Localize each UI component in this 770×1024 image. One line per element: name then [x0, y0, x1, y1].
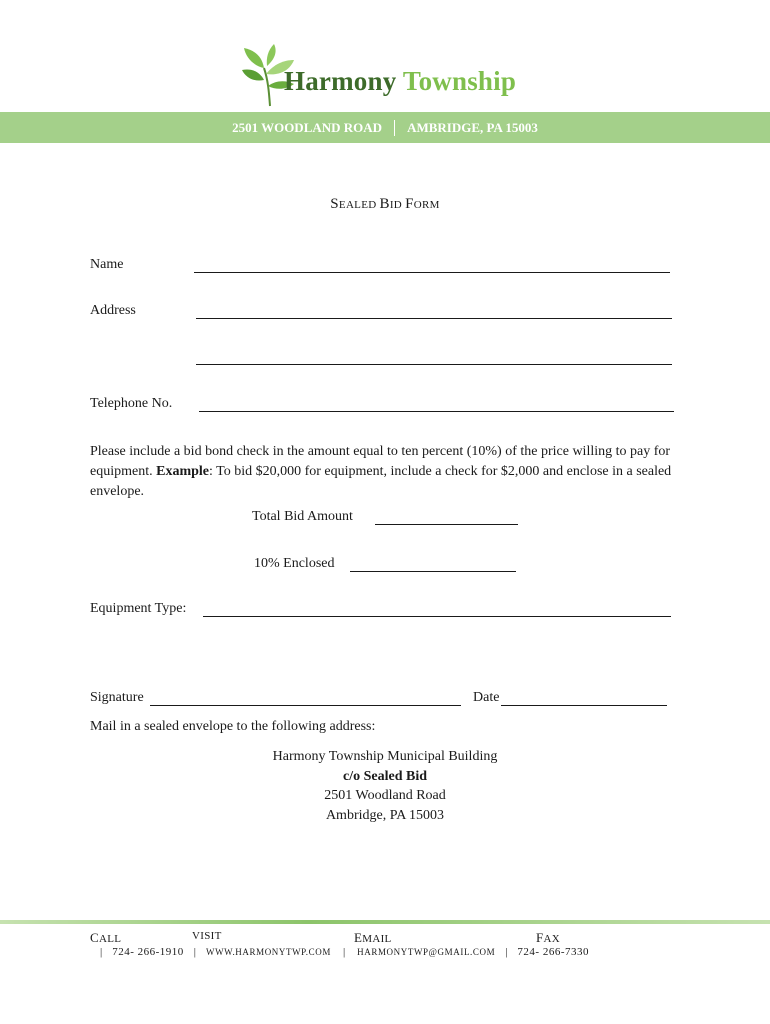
enclosed-label: 10% Enclosed	[254, 556, 335, 571]
mailing-address-line-3: 2501 Woodland Road	[324, 788, 446, 803]
instructions-example-label: Example	[156, 464, 209, 479]
footer-visit-heading: VISIT	[192, 930, 222, 942]
footer-separator: |	[505, 946, 508, 958]
footer-separator: |	[193, 946, 196, 958]
telephone-field[interactable]	[199, 411, 674, 412]
signature-field[interactable]	[150, 705, 461, 706]
instructions-text-1: Please include a bid bond check in the amount equal to ten percent (10%) of the price willing to pay for equipment.	[90, 444, 671, 479]
date-field[interactable]	[501, 705, 667, 706]
email-cap: E	[354, 930, 363, 945]
mailing-address-line-4: Ambridge, PA 15003	[325, 808, 445, 823]
mailing-address-line-2: c/o Sealed Bid	[342, 769, 427, 784]
address-field-line-1[interactable]	[196, 318, 672, 319]
footer-contact-row	[100, 946, 589, 958]
mail-instruction: Mail in a sealed envelope to the following address:	[90, 719, 376, 734]
title-rest-1: EALED	[338, 199, 380, 211]
address-label: Address	[90, 303, 136, 318]
address-field-line-2[interactable]	[196, 364, 672, 365]
banner-city: AMBRIDGE, PA 15003	[407, 119, 538, 135]
footer-email-link[interactable]: HARMONYTWP@GMAIL.COM	[357, 947, 496, 957]
fax-rest: AX	[543, 933, 561, 945]
footer-call-heading	[90, 930, 121, 946]
banner-street: 2501 WOODLAND ROAD	[232, 119, 383, 135]
footer-fax[interactable]: 724- 266-7330	[517, 946, 589, 958]
address-banner	[0, 112, 770, 143]
footer-divider	[0, 920, 770, 924]
footer-fax-heading	[536, 930, 560, 946]
name-field[interactable]	[194, 272, 670, 273]
fax-cap: F	[536, 930, 544, 945]
instructions-text-2: : To bid $20,000 for equipment, include a check for $2,000 and enclose in a sealed envelope.	[90, 464, 672, 499]
equipment-type-label: Equipment Type:	[90, 601, 187, 616]
logo-wordmark	[284, 66, 516, 97]
bid-bond-instructions	[90, 442, 680, 502]
mailing-address-line-1: Harmony Township Municipal Building	[272, 749, 498, 764]
enclosed-field[interactable]	[350, 571, 516, 572]
banner-divider	[394, 120, 395, 136]
title-cap-3: F	[405, 196, 414, 212]
title-rest-3: ORM	[413, 199, 440, 211]
date-label: Date	[473, 690, 500, 705]
form-title	[0, 196, 770, 213]
equipment-type-field[interactable]	[203, 616, 671, 617]
footer-separator: |	[100, 946, 103, 958]
total-bid-label: Total Bid Amount	[252, 509, 353, 524]
logo-word-harmony: Harmony	[284, 66, 397, 96]
call-rest: ALL	[98, 933, 122, 945]
telephone-label: Telephone No.	[90, 396, 173, 411]
total-bid-field[interactable]	[375, 524, 518, 525]
title-cap-1: S	[330, 196, 339, 212]
signature-label: Signature	[90, 690, 144, 705]
email-rest: MAIL	[362, 933, 392, 945]
footer-website-link[interactable]: WWW.HARMONYTWP.COM	[205, 947, 331, 957]
title-rest-2: ID	[389, 199, 406, 211]
logo-word-township: Township	[402, 66, 517, 96]
footer-email-heading	[354, 930, 392, 946]
name-label: Name	[90, 257, 124, 272]
footer-separator: |	[342, 946, 346, 958]
footer-phone[interactable]: 724- 266-1910	[112, 946, 184, 958]
title-cap-2: B	[379, 196, 390, 212]
call-cap: C	[90, 930, 99, 945]
township-logo	[240, 44, 530, 114]
